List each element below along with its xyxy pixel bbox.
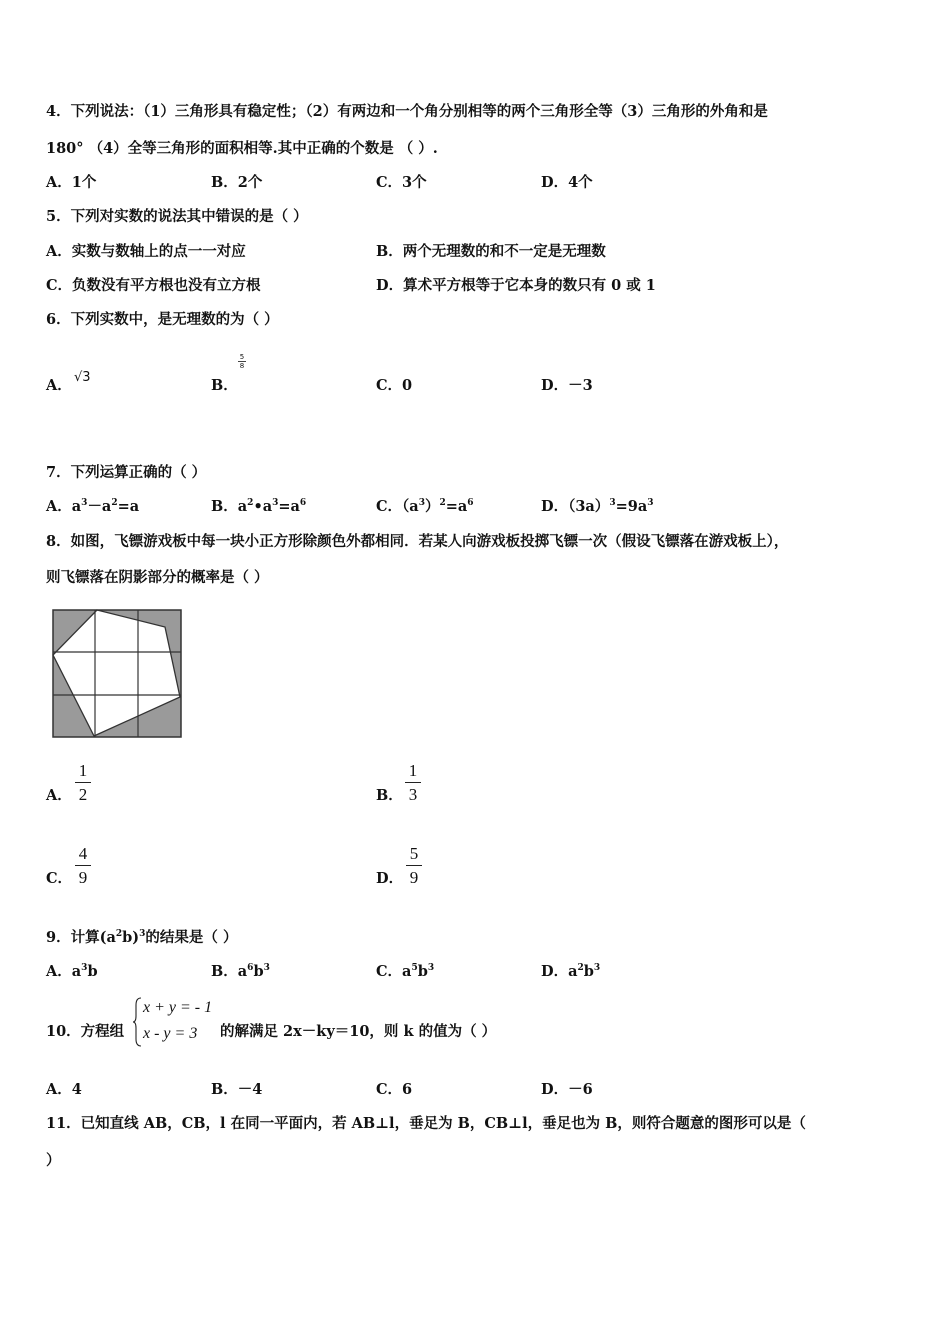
q10-equation-2: x - y = 3 <box>143 1025 198 1042</box>
q5-option-a[interactable]: A．实数与数轴上的点一一对应 <box>46 243 246 260</box>
q10-option-d[interactable]: D．－6 <box>541 1081 593 1098</box>
q8-b-numerator: 1 <box>408 761 418 780</box>
q8-a-numerator: 1 <box>78 761 88 780</box>
q8-stem-line2: 则飞镖落在阴影部分的概率是（ ） <box>46 569 269 586</box>
q8-a-denominator: 2 <box>78 785 88 804</box>
q7-a-label: A． <box>46 498 72 515</box>
q7-a-t3: =a <box>117 498 140 515</box>
q8-d-bar <box>406 865 422 866</box>
q5-option-d[interactable]: D．算术平方根等于它本身的数只有 0 或 1 <box>376 277 656 294</box>
q9-a-t2: b <box>87 963 98 980</box>
q7-b-s1: 2 <box>247 498 254 509</box>
q9-a-t1: a <box>71 963 82 980</box>
q5-option-b[interactable]: B．两个无理数的和不一定是无理数 <box>376 243 606 260</box>
q8-a-bar <box>75 782 91 783</box>
q4-stem-line1: 4．下列说法：（1）三角形具有稳定性；（2）有两边和一个角分别相等的两个三角形全等（3）三角形的外角和是 <box>46 103 768 120</box>
q7-c-t3: =a <box>445 498 468 515</box>
q9-stem-s1: 2 <box>115 929 123 940</box>
q6-stem: 6．下列实数中，是无理数的为（ ） <box>46 311 279 328</box>
q9-d-label: D． <box>541 963 569 980</box>
q7-a-t2: －a <box>87 498 112 515</box>
q8-option-a-fraction <box>75 761 91 805</box>
q9-option-c[interactable] <box>376 962 434 982</box>
q9-stem-a: 9．计算(a <box>46 929 116 946</box>
q4-option-a[interactable]: A．1个 <box>46 174 97 191</box>
q8-option-c[interactable]: C． <box>46 870 73 887</box>
q9-d-s2: 3 <box>593 963 601 974</box>
q9-b-s1: 6 <box>247 963 254 974</box>
q8-b-denominator: 3 <box>408 785 418 804</box>
q7-b-s2: 3 <box>272 498 279 509</box>
q6-option-b[interactable] <box>211 376 238 396</box>
q9-b-t1: a <box>237 963 248 980</box>
q9-d-t1: a <box>568 963 578 980</box>
q6-tiny-fraction-num: 5 <box>239 353 245 361</box>
q7-option-c[interactable] <box>376 497 474 517</box>
q7-b-t2: •a <box>253 498 273 515</box>
q10-equation-1: x + y = - 1 <box>143 999 213 1016</box>
q6-option-c[interactable]: C．0 <box>376 377 413 394</box>
q7-d-t1: （3a） <box>568 498 610 515</box>
q8-d-denominator: 9 <box>409 868 419 887</box>
q4-option-c[interactable]: C．3个 <box>376 174 427 191</box>
q7-d-label: D． <box>541 498 569 515</box>
q8-option-b-fraction <box>405 761 421 805</box>
q10-suffix: 的解满足 2x－ky＝10，则 k 的值为（ ） <box>220 1023 497 1040</box>
q9-stem <box>46 928 237 948</box>
q7-option-b[interactable] <box>211 497 306 517</box>
q7-stem: 7．下列运算正确的（ ） <box>46 464 207 481</box>
q8-option-b[interactable]: B． <box>376 787 403 804</box>
q10-brace <box>133 997 143 1047</box>
q6-option-b-label: B． <box>211 377 238 394</box>
q7-option-d[interactable] <box>541 497 653 517</box>
q7-d-s2: 3 <box>647 498 654 509</box>
q9-c-t2: b <box>417 963 428 980</box>
q9-b-label: B． <box>211 963 238 980</box>
q8-option-a[interactable]: A． <box>46 787 72 804</box>
q9-stem-b: b) <box>122 929 140 946</box>
q9-c-t1: a <box>402 963 412 980</box>
q7-c-t2: ） <box>424 498 440 515</box>
q9-option-b[interactable] <box>211 962 270 982</box>
q4-stem-line2: 180° （4）全等三角形的面积相等.其中正确的个数是 （ ）. <box>46 140 438 157</box>
q9-c-label: C． <box>376 963 403 980</box>
q9-option-a[interactable] <box>46 962 98 982</box>
q8-option-d-fraction <box>406 844 422 888</box>
q7-b-label: B． <box>211 498 238 515</box>
q9-c-s1: 5 <box>411 963 418 974</box>
q7-b-s3: 6 <box>299 498 307 509</box>
q7-option-a[interactable] <box>46 497 139 517</box>
q6-option-a[interactable] <box>46 376 72 396</box>
q9-b-s2: 3 <box>263 963 270 974</box>
q6-option-d[interactable]: D．－3 <box>541 377 593 394</box>
q7-c-t1: （a <box>402 498 419 515</box>
q8-c-numerator: 4 <box>78 844 88 863</box>
q7-c-s3: 6 <box>467 498 474 509</box>
q7-b-t3: =a <box>278 498 300 515</box>
q9-a-label: A． <box>46 963 72 980</box>
q5-stem: 5．下列对实数的说法其中错误的是（ ） <box>46 208 308 225</box>
q7-c-s2: 2 <box>439 498 446 509</box>
q7-d-t2: =9a <box>615 498 648 515</box>
q8-stem-line1: 8．如图，飞镖游戏板中每一块小正方形除颜色外都相同．若某人向游戏板投掷飞镖一次（假设飞镖落在游戏板上）， <box>46 533 789 550</box>
q8-c-denominator: 9 <box>78 868 88 887</box>
q7-a-t1: a <box>71 498 82 515</box>
q6-sqrt3: √3 <box>74 370 91 385</box>
q9-stem-c: 的结果是（ ） <box>145 929 238 946</box>
q6-tiny-fraction <box>238 353 246 370</box>
q10-prefix: 10．方程组 <box>46 1023 125 1040</box>
q7-a-s2: 2 <box>111 498 118 509</box>
q9-stem-s2: 3 <box>139 929 146 940</box>
q9-d-t2: b <box>583 963 594 980</box>
q10-option-b[interactable]: B．－4 <box>211 1081 263 1098</box>
q11-stem-line2: ） <box>46 1152 61 1169</box>
q4-option-d[interactable]: D．4个 <box>541 174 593 191</box>
q6-tiny-fraction-den: 8 <box>239 362 245 370</box>
q6-option-a-label: A． <box>46 377 72 394</box>
q8-option-c-fraction <box>75 844 91 888</box>
q9-b-t2: b <box>253 963 264 980</box>
q8-d-numerator: 5 <box>409 844 419 863</box>
q8-c-bar <box>75 865 91 866</box>
q9-d-s1: 2 <box>577 963 584 974</box>
q9-option-d[interactable] <box>541 962 600 982</box>
q7-c-label: C． <box>376 498 403 515</box>
q7-b-t1: a <box>237 498 248 515</box>
q7-c-s1: 3 <box>418 498 425 509</box>
q10-option-a[interactable]: A．4 <box>46 1081 82 1098</box>
q5-option-c[interactable]: C．负数没有平方根也没有立方根 <box>46 277 261 294</box>
q7-d-s1: 3 <box>609 498 616 509</box>
q7-a-s1: 3 <box>81 498 88 509</box>
q4-option-b[interactable]: B．2个 <box>211 174 263 191</box>
q10-brace-path <box>133 998 141 1046</box>
q8-option-d[interactable]: D． <box>376 870 404 887</box>
q9-c-s2: 3 <box>427 963 435 974</box>
q9-a-s1: 3 <box>81 963 88 974</box>
dartboard-figure <box>52 609 182 738</box>
q11-stem-line1: 11．已知直线 AB，CB，l 在同一平面内，若 AB⊥l，垂足为 B，CB⊥l，垂足也为 B，则符合题意的图形可以是（ <box>46 1115 806 1132</box>
q10-option-c[interactable]: C．6 <box>376 1081 413 1098</box>
q8-b-bar <box>405 782 421 783</box>
